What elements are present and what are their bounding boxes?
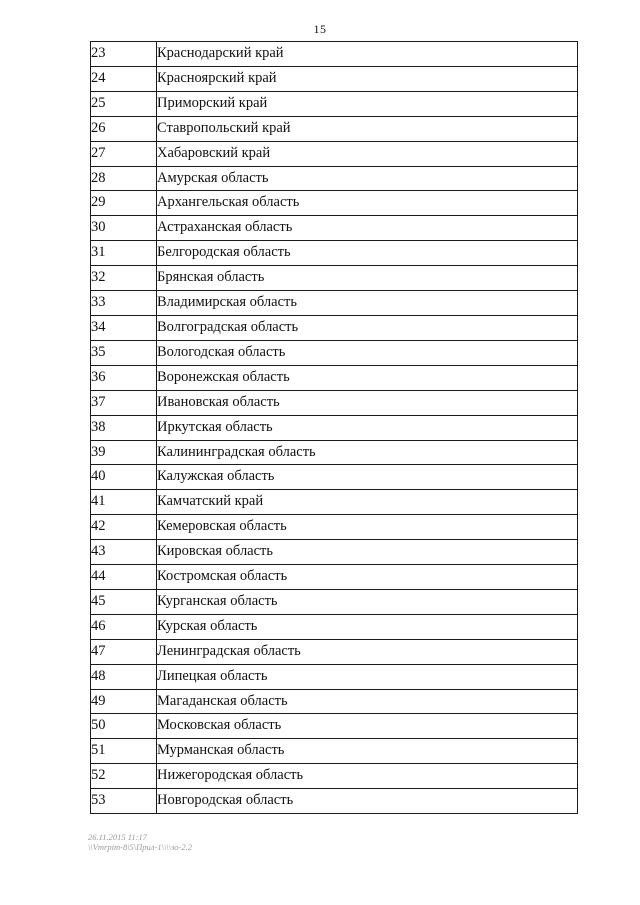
table-row — [91, 490, 578, 515]
table-row — [91, 764, 578, 789]
row-number: 53 — [91, 789, 157, 814]
page-number: 15 — [313, 22, 327, 36]
region-name: Волгоградская область — [157, 315, 578, 340]
region-name: Липецкая область — [157, 664, 578, 689]
row-number: 48 — [91, 664, 157, 689]
region-name: Иркутская область — [157, 415, 578, 440]
region-name: Красноярский край — [157, 66, 578, 91]
table-row — [91, 415, 578, 440]
regions-table — [90, 41, 578, 814]
region-name: Новгородская область — [157, 789, 578, 814]
region-name: Кировская область — [157, 540, 578, 565]
table-row — [91, 291, 578, 316]
table-row — [91, 315, 578, 340]
document-footer — [88, 832, 192, 852]
region-name: Нижегородская область — [157, 764, 578, 789]
row-number: 50 — [91, 714, 157, 739]
table-row — [91, 565, 578, 590]
row-number: 24 — [91, 66, 157, 91]
table-row — [91, 141, 578, 166]
row-number: 35 — [91, 340, 157, 365]
region-name: Вологодская область — [157, 340, 578, 365]
region-name: Краснодарский край — [157, 42, 578, 67]
region-name: Хабаровский край — [157, 141, 578, 166]
table-row — [91, 390, 578, 415]
row-number: 28 — [91, 166, 157, 191]
row-number: 40 — [91, 465, 157, 490]
table-row — [91, 66, 578, 91]
region-name: Магаданская область — [157, 689, 578, 714]
region-name: Курская область — [157, 614, 578, 639]
table-row — [91, 589, 578, 614]
table-row — [91, 664, 578, 689]
region-name: Брянская область — [157, 266, 578, 291]
table-row — [91, 789, 578, 814]
table-row — [91, 91, 578, 116]
footer-timestamp: 26.11.2015 11:17 — [88, 832, 147, 842]
region-name: Астраханская область — [157, 216, 578, 241]
table-row — [91, 639, 578, 664]
row-number: 36 — [91, 365, 157, 390]
region-name: Ставропольский край — [157, 116, 578, 141]
table-row — [91, 116, 578, 141]
row-number: 47 — [91, 639, 157, 664]
row-number: 45 — [91, 589, 157, 614]
table-row — [91, 689, 578, 714]
row-number: 37 — [91, 390, 157, 415]
region-name: Камчатский край — [157, 490, 578, 515]
row-number: 46 — [91, 614, 157, 639]
row-number: 39 — [91, 440, 157, 465]
row-number: 25 — [91, 91, 157, 116]
region-name: Московская область — [157, 714, 578, 739]
row-number: 44 — [91, 565, 157, 590]
table-row — [91, 515, 578, 540]
region-name: Воронежская область — [157, 365, 578, 390]
row-number: 30 — [91, 216, 157, 241]
region-name: Калининградская область — [157, 440, 578, 465]
table-row — [91, 42, 578, 67]
row-number: 49 — [91, 689, 157, 714]
table-row — [91, 216, 578, 241]
region-name: Белгородская область — [157, 241, 578, 266]
row-number: 32 — [91, 266, 157, 291]
region-name: Курганская область — [157, 589, 578, 614]
row-number: 43 — [91, 540, 157, 565]
region-name: Мурманская область — [157, 739, 578, 764]
row-number: 51 — [91, 739, 157, 764]
region-name: Владимирская область — [157, 291, 578, 316]
table-row — [91, 739, 578, 764]
regions-table-body — [91, 42, 578, 814]
region-name: Архангельская область — [157, 191, 578, 216]
table-row — [91, 365, 578, 390]
table-row — [91, 540, 578, 565]
row-number: 42 — [91, 515, 157, 540]
table-row — [91, 465, 578, 490]
table-row — [91, 440, 578, 465]
region-name: Калужская область — [157, 465, 578, 490]
region-name: Ивановская область — [157, 390, 578, 415]
table-row — [91, 614, 578, 639]
region-name: Ленинградская область — [157, 639, 578, 664]
row-number: 23 — [91, 42, 157, 67]
row-number: 29 — [91, 191, 157, 216]
footer-file-path: \\Vmrpim-8\5\Прил-1\\\\зо-2.2 — [88, 842, 192, 852]
table-row — [91, 241, 578, 266]
table-row — [91, 714, 578, 739]
row-number: 33 — [91, 291, 157, 316]
region-name: Амурская область — [157, 166, 578, 191]
row-number: 31 — [91, 241, 157, 266]
row-number: 27 — [91, 141, 157, 166]
row-number: 34 — [91, 315, 157, 340]
table-row — [91, 166, 578, 191]
table-row — [91, 191, 578, 216]
table-row — [91, 340, 578, 365]
row-number: 41 — [91, 490, 157, 515]
region-name: Приморский край — [157, 91, 578, 116]
table-row — [91, 266, 578, 291]
row-number: 52 — [91, 764, 157, 789]
region-name: Кемеровская область — [157, 515, 578, 540]
row-number: 38 — [91, 415, 157, 440]
region-name: Костромская область — [157, 565, 578, 590]
row-number: 26 — [91, 116, 157, 141]
